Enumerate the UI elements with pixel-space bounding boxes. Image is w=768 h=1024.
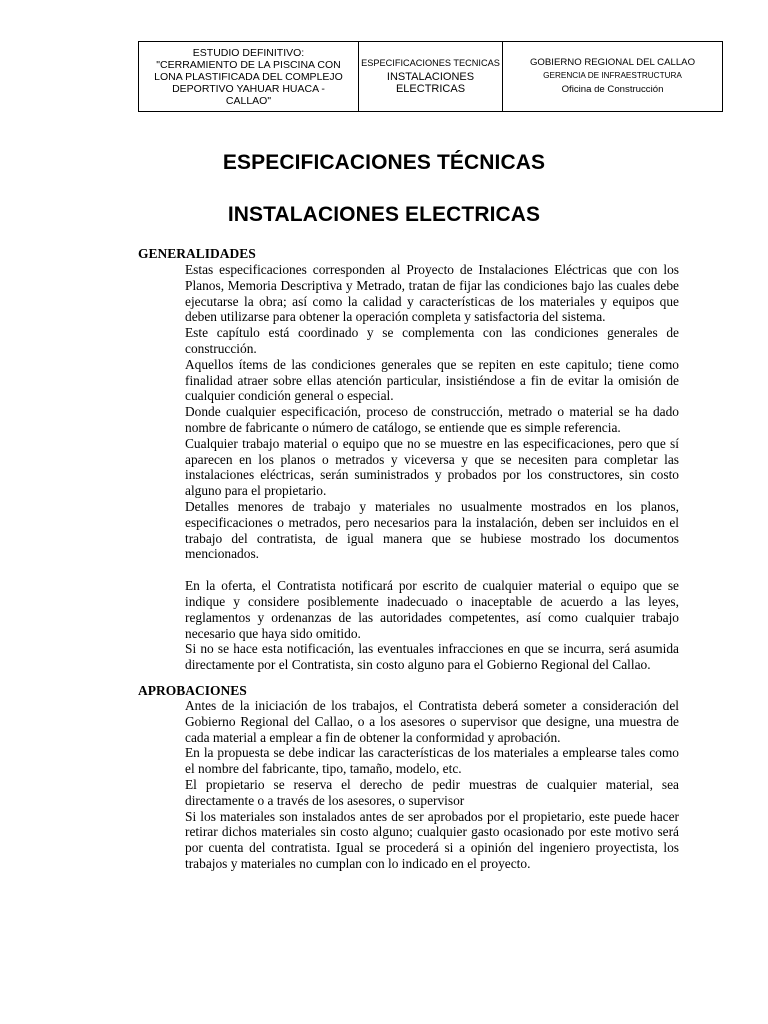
paragraph: Cualquier trabajo material o equipo que no se muestre en las especificaciones, pero que sí aparecen en los planos o metrados y viceversa y que se necesiten para completar las instalaciones eléctricas, serán suministrados y probados por los constructores, sin costo alguno para el propietario.: [185, 435, 679, 499]
paragraph: Antes de la iniciación de los trabajos, el Contratista deberá someter a consideración del Gobierno Regional del Callao, o a los asesores o supervisor que designe, una muestra de cada material a emplear a fin de obtener la conformidad y aprobación.: [185, 698, 679, 745]
organization-cell: [502, 42, 722, 111]
paragraph: En la oferta, el Contratista notificará por escrito de cualquier material o equipo que se indique y considere posiblemente inadecuado o inaceptable de acuerdo a las leyes, reglamentos y ordenanzas de las autoridades competentes, así como cualquier trabajo necesario que haya sido omitido.: [185, 578, 679, 641]
paragraph: Este capítulo está coordinado y se complementa con las condiciones generales de construcción.: [185, 325, 679, 356]
department-name: GERENCIA DE INFRAESTRUCTURA: [543, 71, 682, 80]
paragraph: Si los materiales son instalados antes de ser aprobados por el propietario, este puede hacer retirar dichos materiales sin costo alguno; cualquier gasto ocasionado por este motivo será por cuenta del contratista. Igual se procederá si a opinión del ingeniero proyectista, los trabajos y materiales no cumplan con lo indicado en el proyecto.: [185, 808, 679, 871]
section-heading-generalidades: GENERALIDADES: [138, 246, 256, 261]
page-title: ESPECIFICACIONES TÉCNICAS: [222, 151, 546, 174]
project-line: "CERRAMIENTO DE LA PISCINA CON: [156, 58, 341, 71]
organization-name: GOBIERNO REGIONAL DEL CALLAO: [529, 57, 696, 68]
project-line: ESTUDIO DEFINITIVO:: [192, 46, 305, 59]
project-line: CALLAO": [225, 94, 272, 107]
paragraph: Estas especificaciones corresponden al Proyecto de Instalaciones Eléctricas que con los Planos, Memoria Descriptiva y Metrado, tratan de fijar las condiciones bajo las cuales debe ejecutarse la obra; así como la calidad y características de los materiales y equipos que deben utilizarse para obtener la operación completa y satisfactoria del sistema.: [185, 262, 679, 325]
office-name: Oficina de Construcción: [561, 84, 664, 95]
paragraph: En la propuesta se debe indicar las características de los materiales a emplearse tales como el nombre del fabricante, tipo, tamaño, modelo, etc.: [185, 745, 679, 777]
document-header-table: [138, 41, 723, 112]
doc-type: ESPECIFICACIONES TECNICAS: [361, 58, 500, 68]
doc-subject: INSTALACIONES ELECTRICAS: [386, 71, 475, 95]
section-heading-aprobaciones: APROBACIONES: [138, 683, 247, 698]
paragraph: Detalles menores de trabajo y materiales no usualmente mostrados en los planos, especificaciones o metrados, pero necesarios para la instalación, deben ser incluidos en el trabajo del contratista, de igual manera que se hubiese mostrado los documentos mencionados.: [185, 498, 679, 562]
paragraph: Aquellos ítems de las condiciones generales que se repiten en este capitulo; tiene como finalidad atraer sobre ellas atención particular, insistiéndose a fin de evitar la omisión de cualquier condición general o especial.: [185, 356, 679, 404]
section-body-aprobaciones: [185, 698, 679, 872]
doc-type-cell: [358, 42, 502, 111]
project-line: LONA PLASTIFICADA DEL COMPLEJO: [154, 70, 343, 83]
paragraph-spacer: [185, 562, 679, 578]
paragraph: Si no se hace esta notificación, las eventuales infracciones en que se incurra, será asumida directamente por el Contratista, sin costo alguno para el Gobierno Regional del Callao.: [185, 641, 679, 673]
section-body-generalidades: [185, 262, 679, 673]
project-cell: [139, 42, 358, 111]
page-subtitle: INSTALACIONES ELECTRICAS: [227, 203, 541, 226]
paragraph: El propietario se reserva el derecho de pedir muestras de cualquier material, sea directamente o a través de los asesores, o supervisor: [185, 776, 679, 808]
paragraph: Donde cualquier especificación, proceso de construcción, metrado o material se ha dado nombre de fabricante o número de catálogo, se entiende que es simple referencia.: [185, 404, 679, 435]
project-line: DEPORTIVO YAHUAR HUACA -: [172, 82, 325, 95]
